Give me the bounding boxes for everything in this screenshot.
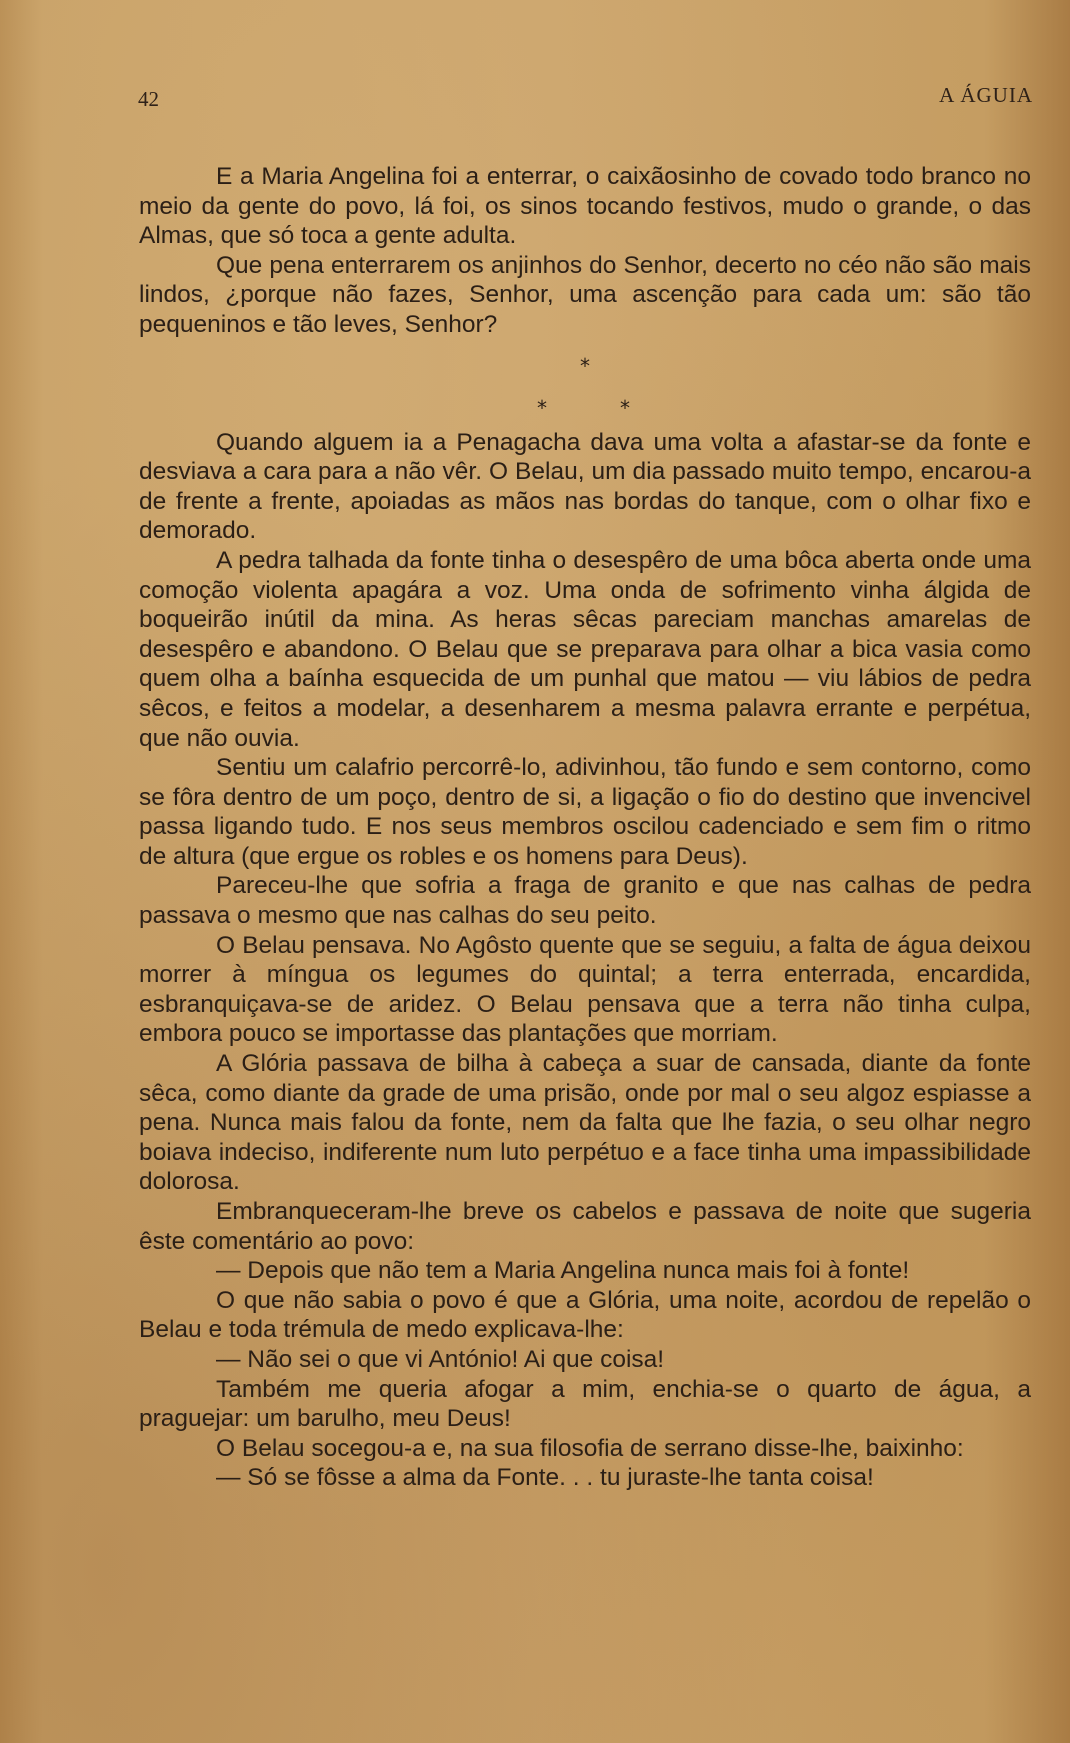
paragraph: Sentiu um calafrio percorrê-lo, adivinhou, tão fundo e sem contorno, como se fôra dentro de um poço, dentro de si, a ligação o fio do destino que invencivel passa ligando tudo. E nos seus membros oscilou cadenciado e sem fim o ritmo de altura (que ergue os robles e os homens para Deus). [139, 754, 1031, 870]
paragraph: O Belau pensava. No Agôsto quente que se seguiu, a falta de água deixou morrer à míngua os legumes do quintal; a terra enterrada, encardida, esbranquiçava-se de aridez. O Belau pensava que a terra não tinha culpa, embora pouco se importasse das plantações que morriam. [139, 931, 1031, 1048]
paragraph: A Glória passava de bilha à cabeça a suar de cansada, diante da fonte sêca, como diante da grade de uma prisão, onde por mal o seu algoz espiasse a pena. Nunca mais falou da fonte, nem da falta que lhe fazia, o seu olhar negro boiava indeciso, indiferente num luto perpétuo e a face tinha uma impassibilidade dolorosa. [139, 1050, 1031, 1196]
paragraph: A pedra talhada da fonte tinha o desespêro de uma bôca aberta onde uma comoção violenta apagára a voz. Uma onda de sofrimento vinha álgida de boqueirão inútil da mina. As heras sêcas pareciam manchas amarelas de desespêro e abandono. O Belau que se preparava para olhar a bica vasia como quem olha a baínha esquecida de um punhal que matou — viu lábios de pedra sêcos, e feitos a modelar, a desenharem a mesma palavra errante e perpétua, que não ouvia. [139, 546, 1031, 752]
asterisk-icon: * [620, 395, 630, 420]
paragraph: Pareceu-lhe que sofria a fraga de granito e que nas calhas de pedra passava o mesmo que nas calhas do seu peito. [139, 872, 1031, 930]
paragraph: O Belau socegou-a e, na sua filosofia de serrano disse-lhe, baixinho: [216, 1434, 964, 1462]
asterisk-icon: * [537, 395, 547, 420]
running-header [138, 80, 1033, 112]
asterisk-icon: * [580, 353, 590, 378]
paragraph: Também me queria afogar a mim, enchia-se o quarto de água, a praguejar: um barulho, meu Deus! [139, 1375, 1031, 1433]
paragraph: O que não sabia o povo é que a Glória, uma noite, acordou de repelão o Belau e toda trémula de medo explicava-lhe: [139, 1286, 1031, 1344]
section-break-asterism [139, 340, 1031, 428]
dialogue-line: — Só se fôsse a alma da Fonte. . . tu juraste-lhe tanta coisa! [216, 1464, 874, 1492]
dialogue-line: — Não sei o que vi António! Ai que coisa! [216, 1345, 665, 1373]
body-text [139, 162, 1031, 1493]
paragraph: Que pena enterrarem os anjinhos do Senhor, decerto no céo não são mais lindos, ¿porque não fazes, Senhor, uma ascenção para cada um: são tão pequeninos e tão leves, Senhor? [139, 251, 1031, 338]
paragraph: Embranqueceram-lhe breve os cabelos e passava de noite que sugeria êste comentário ao povo: [139, 1198, 1031, 1255]
page-number: 42 [138, 87, 159, 111]
journal-title: A ÁGUIA [939, 83, 1033, 107]
paragraph: E a Maria Angelina foi a enterrar, o caixãosinho de covado todo branco no meio da gente do povo, lá foi, os sinos tocando festivos, mudo o grande, o das Almas, que só toca a gente adulta. [139, 163, 1031, 250]
paragraph: Quando alguem ia a Penagacha dava uma volta a afastar-se da fonte e desviava a cara para a não vêr. O Belau, um dia passado muito tempo, encarou-a de frente a frente, apoiadas as mãos nas bordas do tanque, com o olhar fixo e demorado. [139, 428, 1031, 545]
dialogue-line: — Depois que não tem a Maria Angelina nunca mais foi à fonte! [216, 1257, 910, 1285]
